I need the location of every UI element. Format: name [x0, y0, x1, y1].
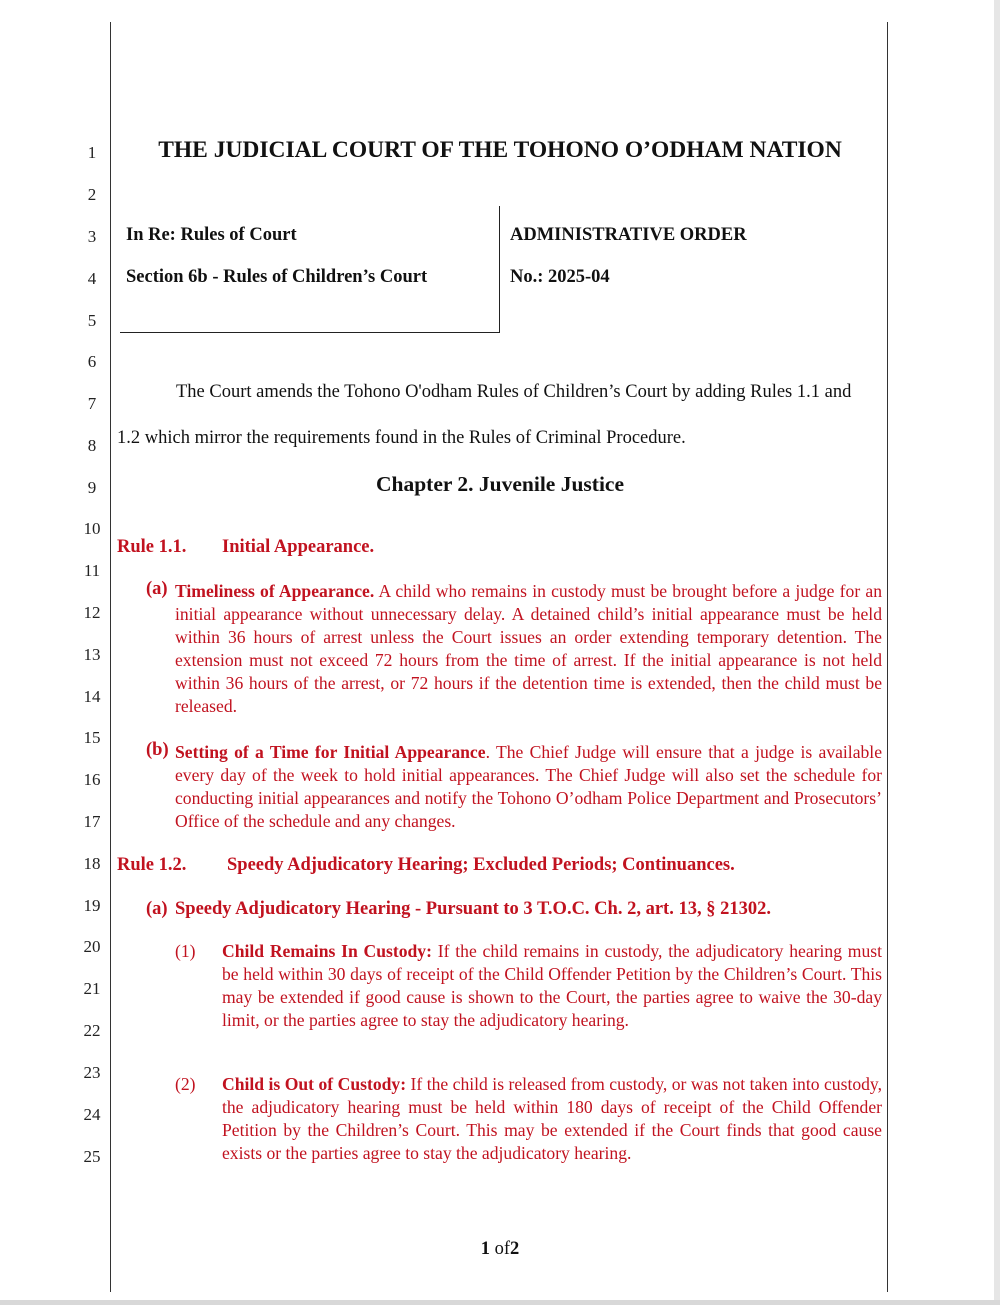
line-number: 19 — [83, 896, 101, 915]
rule-1-2-title: Speedy Adjudicatory Hearing; Excluded Periods; Continuances. — [227, 855, 735, 875]
line-number: 1 — [87, 143, 97, 162]
rule-1-2-item-2-paragraph — [222, 1073, 882, 1165]
caption-in-re: In Re: Rules of Court — [126, 225, 297, 245]
right-margin-rule — [887, 22, 888, 1292]
line-number: 24 — [83, 1105, 101, 1124]
line-number: 17 — [83, 812, 101, 831]
rule-1-2-item-2-text: If the child is released from custody, or was not taken into custody, the adjudicatory hearing must be held within 180 days of receipt of the Child Offender Petition by the Children’s Court. This may be extended if the Court finds that good cause exists or the parties agree to stay the adjudicatory hearing. — [222, 1074, 882, 1163]
rule-1-2-item-2-label: (2) — [175, 1074, 196, 1094]
rule-1-2-item-1-label: (1) — [175, 941, 196, 961]
rule-1-1-a-heading: Timeliness of Appearance. — [175, 581, 375, 601]
caption-section: Section 6b - Rules of Children’s Court — [126, 267, 428, 287]
line-number: 5 — [87, 311, 97, 330]
line-number: 12 — [83, 603, 101, 622]
line-number: 14 — [83, 687, 101, 706]
rule-1-1-a-label: (a) — [146, 579, 168, 599]
rule-1-2-item-2-heading: Child is Out of Custody: — [222, 1074, 407, 1094]
rule-1-2-a-label: (a) — [146, 899, 168, 919]
court-title: THE JUDICIAL COURT OF THE TOHONO O’ODHAM NATION — [158, 137, 842, 163]
line-number: 22 — [83, 1021, 101, 1040]
intro-line-1: The Court amends the Tohono O'odham Rules of Children’s Court by adding Rules 1.1 and — [176, 382, 852, 402]
chapter-heading: Chapter 2. Juvenile Justice — [375, 472, 625, 496]
caption-divider-vertical — [499, 206, 500, 333]
page-edge-right — [994, 0, 1000, 1305]
page-edge-bottom — [0, 1300, 1000, 1305]
caption-divider-horizontal — [120, 332, 500, 333]
rule-1-1-a-paragraph — [175, 580, 882, 718]
caption-order-number: No.: 2025-04 — [510, 267, 610, 287]
rule-1-1-b-heading: Setting of a Time for Initial Appearance — [175, 742, 486, 762]
footer-page-total: 2 — [510, 1239, 520, 1259]
line-number: 11 — [83, 561, 101, 580]
line-number: 23 — [83, 1063, 101, 1082]
line-number: 20 — [83, 937, 101, 956]
line-number: 18 — [83, 854, 101, 873]
line-number: 7 — [87, 394, 97, 413]
page-footer — [110, 1239, 890, 1260]
rule-1-1-b-paragraph — [175, 741, 882, 833]
caption-order-type: ADMINISTRATIVE ORDER — [510, 225, 747, 245]
rule-1-1-a-text: A child who remains in custody must be brought before a judge for an initial appearance without unnecessary delay. A detained child’s initial appearance must be held within 36 hours of arrest unless the Court issues an order extending temporary detention. The extension must not exceed 72 hours from the time of arrest. If the initial appearance is not held within 36 hours of the arrest, or 72 hours if the detention time is extended, then the child must be released. — [175, 581, 882, 716]
footer-page-number: 1 — [480, 1239, 490, 1259]
rule-1-2-item-1-text: If the child remains in custody, the adjudicatory hearing must be held within 30 days of receipt of the Child Offender Petition by the Children’s Court. This may be extended if good cause is shown to the Court, the parties agree to waive the 30-day limit, or the parties agree to stay the adjudicatory hearing. — [222, 941, 882, 1030]
rule-1-1-b-text: . The Chief Judge will ensure that a judge is available every day of the week to hold initial appearances. The Chief Judge will also set the schedule for conducting initial appearances and notify the Tohono O’odham Police Department and Prosecutors’ Office of the schedule and any changes. — [175, 742, 883, 831]
line-number: 3 — [87, 227, 97, 246]
rule-1-1-title: Initial Appearance. — [222, 537, 375, 557]
line-number: 2 — [87, 185, 97, 204]
line-number: 15 — [83, 728, 101, 747]
line-number: 21 — [83, 979, 101, 998]
rule-1-2-number: Rule 1.2. — [117, 855, 187, 875]
line-number: 10 — [83, 519, 101, 538]
rule-1-1-number: Rule 1.1. — [117, 537, 187, 557]
line-number: 8 — [87, 436, 97, 455]
line-number: 13 — [83, 645, 101, 664]
rule-1-2-a-heading: Speedy Adjudicatory Hearing - Pursuant to 3 T.O.C. Ch. 2, art. 13, § 21302. — [175, 899, 771, 919]
line-number: 4 — [87, 269, 97, 288]
footer-of: of — [494, 1239, 511, 1259]
line-number: 16 — [83, 770, 101, 789]
rule-1-2-item-1-paragraph — [222, 940, 882, 1032]
intro-line-2: 1.2 which mirror the requirements found in the Rules of Criminal Procedure. — [117, 428, 686, 448]
rule-1-1-b-label: (b) — [146, 740, 169, 760]
rule-1-2-item-1-heading: Child Remains In Custody: — [222, 941, 432, 961]
line-number: 6 — [87, 352, 97, 371]
line-number: 9 — [87, 478, 97, 497]
line-number: 25 — [83, 1147, 101, 1166]
